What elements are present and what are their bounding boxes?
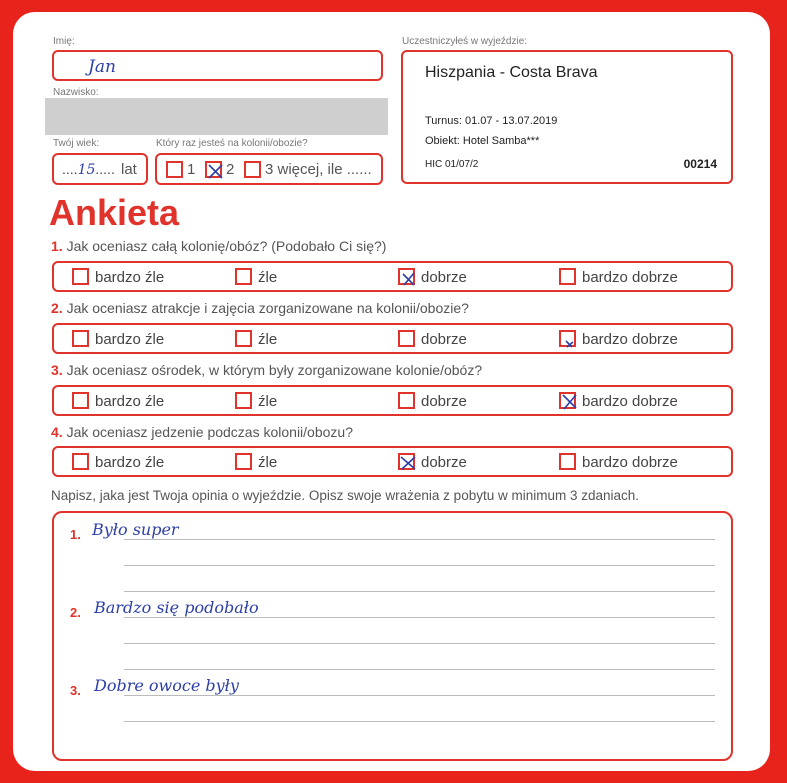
answer-3-text: Dobre owoce były	[94, 676, 239, 695]
trip-destination: Hiszpania - Costa Brava	[425, 64, 598, 81]
checkbox[interactable]	[72, 268, 89, 285]
question-3-text: Jak oceniasz ośrodek, w którym były zorganizowane kolonie/obóz?	[66, 362, 483, 378]
option-dobrze[interactable]: dobrze	[398, 330, 467, 348]
question-1-text: Jak oceniasz całą kolonię/obóz? (Podobało Ci się?)	[66, 238, 387, 254]
turnus-label: Turnus:	[425, 115, 462, 127]
option-bardzo-zle[interactable]: bardzo źle	[72, 392, 164, 410]
times-checkbox-2[interactable]	[205, 161, 222, 178]
times-checkbox-1[interactable]	[166, 161, 183, 178]
option-dobrze[interactable]: dobrze	[398, 453, 467, 471]
answer-2-text: Bardzo się podobało	[94, 598, 259, 617]
checkbox[interactable]	[398, 330, 415, 347]
question-3-number: 3.	[51, 362, 63, 378]
surname-redacted	[45, 98, 388, 135]
option-dobrze[interactable]: dobrze	[398, 392, 467, 410]
name-value: Jan	[88, 57, 116, 77]
option-bardzo-zle[interactable]: bardzo źle	[72, 453, 164, 471]
page-title: Ankieta	[49, 192, 180, 233]
checkbox[interactable]	[559, 330, 576, 347]
option-zle[interactable]: źle	[235, 392, 277, 410]
option-dobrze[interactable]: dobrze	[398, 268, 467, 286]
checkbox[interactable]	[559, 392, 576, 409]
answer-1-number: 1.	[70, 527, 81, 542]
question-3-options	[52, 385, 733, 416]
ruled-line	[124, 669, 715, 670]
question-4-options	[52, 446, 733, 477]
question-1-number: 1.	[51, 238, 63, 254]
option-bardzo-dobrze[interactable]: bardzo dobrze	[559, 392, 678, 410]
trip-label: Uczestniczyłeś w wyjeździe:	[402, 36, 528, 47]
opinion-box[interactable]	[52, 511, 733, 761]
trip-number: 00214	[683, 157, 717, 171]
age-unit: lat	[121, 161, 137, 178]
checkbox[interactable]	[72, 330, 89, 347]
checkbox[interactable]	[559, 453, 576, 470]
check-x-icon	[207, 163, 224, 180]
age-dots-left: ....	[62, 161, 78, 177]
ruled-line	[124, 695, 715, 696]
surname-label: Nazwisko:	[53, 87, 99, 98]
checkbox[interactable]	[398, 392, 415, 409]
checkbox[interactable]	[235, 268, 252, 285]
ruled-line	[124, 539, 715, 540]
ruled-line	[124, 565, 715, 566]
question-2-number: 2.	[51, 300, 63, 316]
question-4-number: 4.	[51, 424, 63, 440]
times-label: Który raz jesteś na kolonii/obozie?	[156, 138, 308, 149]
check-x-icon	[400, 455, 417, 472]
question-1-options	[52, 261, 733, 292]
times-option-2: 2	[226, 161, 235, 178]
question-4-text: Jak oceniasz jedzenie podczas kolonii/obozu?	[66, 424, 353, 440]
checkbox[interactable]	[72, 453, 89, 470]
option-zle[interactable]: źle	[235, 268, 277, 286]
ruled-line	[124, 617, 715, 618]
checkbox[interactable]	[398, 268, 415, 285]
age-value: 15	[77, 162, 96, 178]
option-zle[interactable]: źle	[235, 330, 277, 348]
option-bardzo-zle[interactable]: bardzo źle	[72, 330, 164, 348]
checkbox[interactable]	[72, 392, 89, 409]
age-field[interactable]	[52, 153, 148, 185]
ruled-line	[124, 643, 715, 644]
ruled-line	[124, 591, 715, 592]
survey-sheet	[13, 12, 770, 771]
option-bardzo-zle[interactable]: bardzo źle	[72, 268, 164, 286]
name-label: Imię:	[53, 36, 75, 47]
times-option-1: 1	[187, 161, 196, 178]
times-field	[155, 153, 383, 185]
obiekt-value: Hotel Samba***	[462, 135, 540, 147]
option-zle[interactable]: źle	[235, 453, 277, 471]
answer-1-text: Było super	[92, 520, 179, 539]
trip-info-box	[401, 50, 733, 184]
question-2-options	[52, 323, 733, 354]
trip-code: HIC 01/07/2	[425, 159, 479, 170]
check-x-icon	[400, 270, 417, 287]
age-label: Twój wiek:	[53, 138, 100, 149]
obiekt-label: Obiekt:	[425, 135, 460, 147]
checkbox[interactable]	[235, 453, 252, 470]
option-bardzo-dobrze[interactable]: bardzo dobrze	[559, 453, 678, 471]
turnus-value: 01.07 - 13.07.2019	[464, 115, 558, 127]
option-bardzo-dobrze[interactable]: bardzo dobrze	[559, 330, 678, 348]
times-checkbox-3[interactable]	[244, 161, 261, 178]
checkbox[interactable]	[235, 330, 252, 347]
opinion-prompt: Napisz, jaka jest Twoja opinia o wyjeździe. Opisz swoje wrażenia z pobytu w minimum 3 zdaniach.	[51, 488, 640, 503]
checkbox[interactable]	[398, 453, 415, 470]
checkbox[interactable]	[235, 392, 252, 409]
answer-2-number: 2.	[70, 605, 81, 620]
check-x-icon	[561, 394, 578, 411]
option-bardzo-dobrze[interactable]: bardzo dobrze	[559, 268, 678, 286]
question-2-text: Jak oceniasz atrakcje i zajęcia zorganizowane na kolonii/obozie?	[66, 300, 469, 316]
age-dots-right: .....	[95, 161, 115, 177]
ruled-line	[124, 721, 715, 722]
answer-3-number: 3.	[70, 683, 81, 698]
name-field[interactable]	[52, 50, 383, 81]
checkbox[interactable]	[559, 268, 576, 285]
times-option-3: 3 więcej, ile ......	[265, 161, 372, 178]
check-x-icon	[561, 332, 578, 349]
